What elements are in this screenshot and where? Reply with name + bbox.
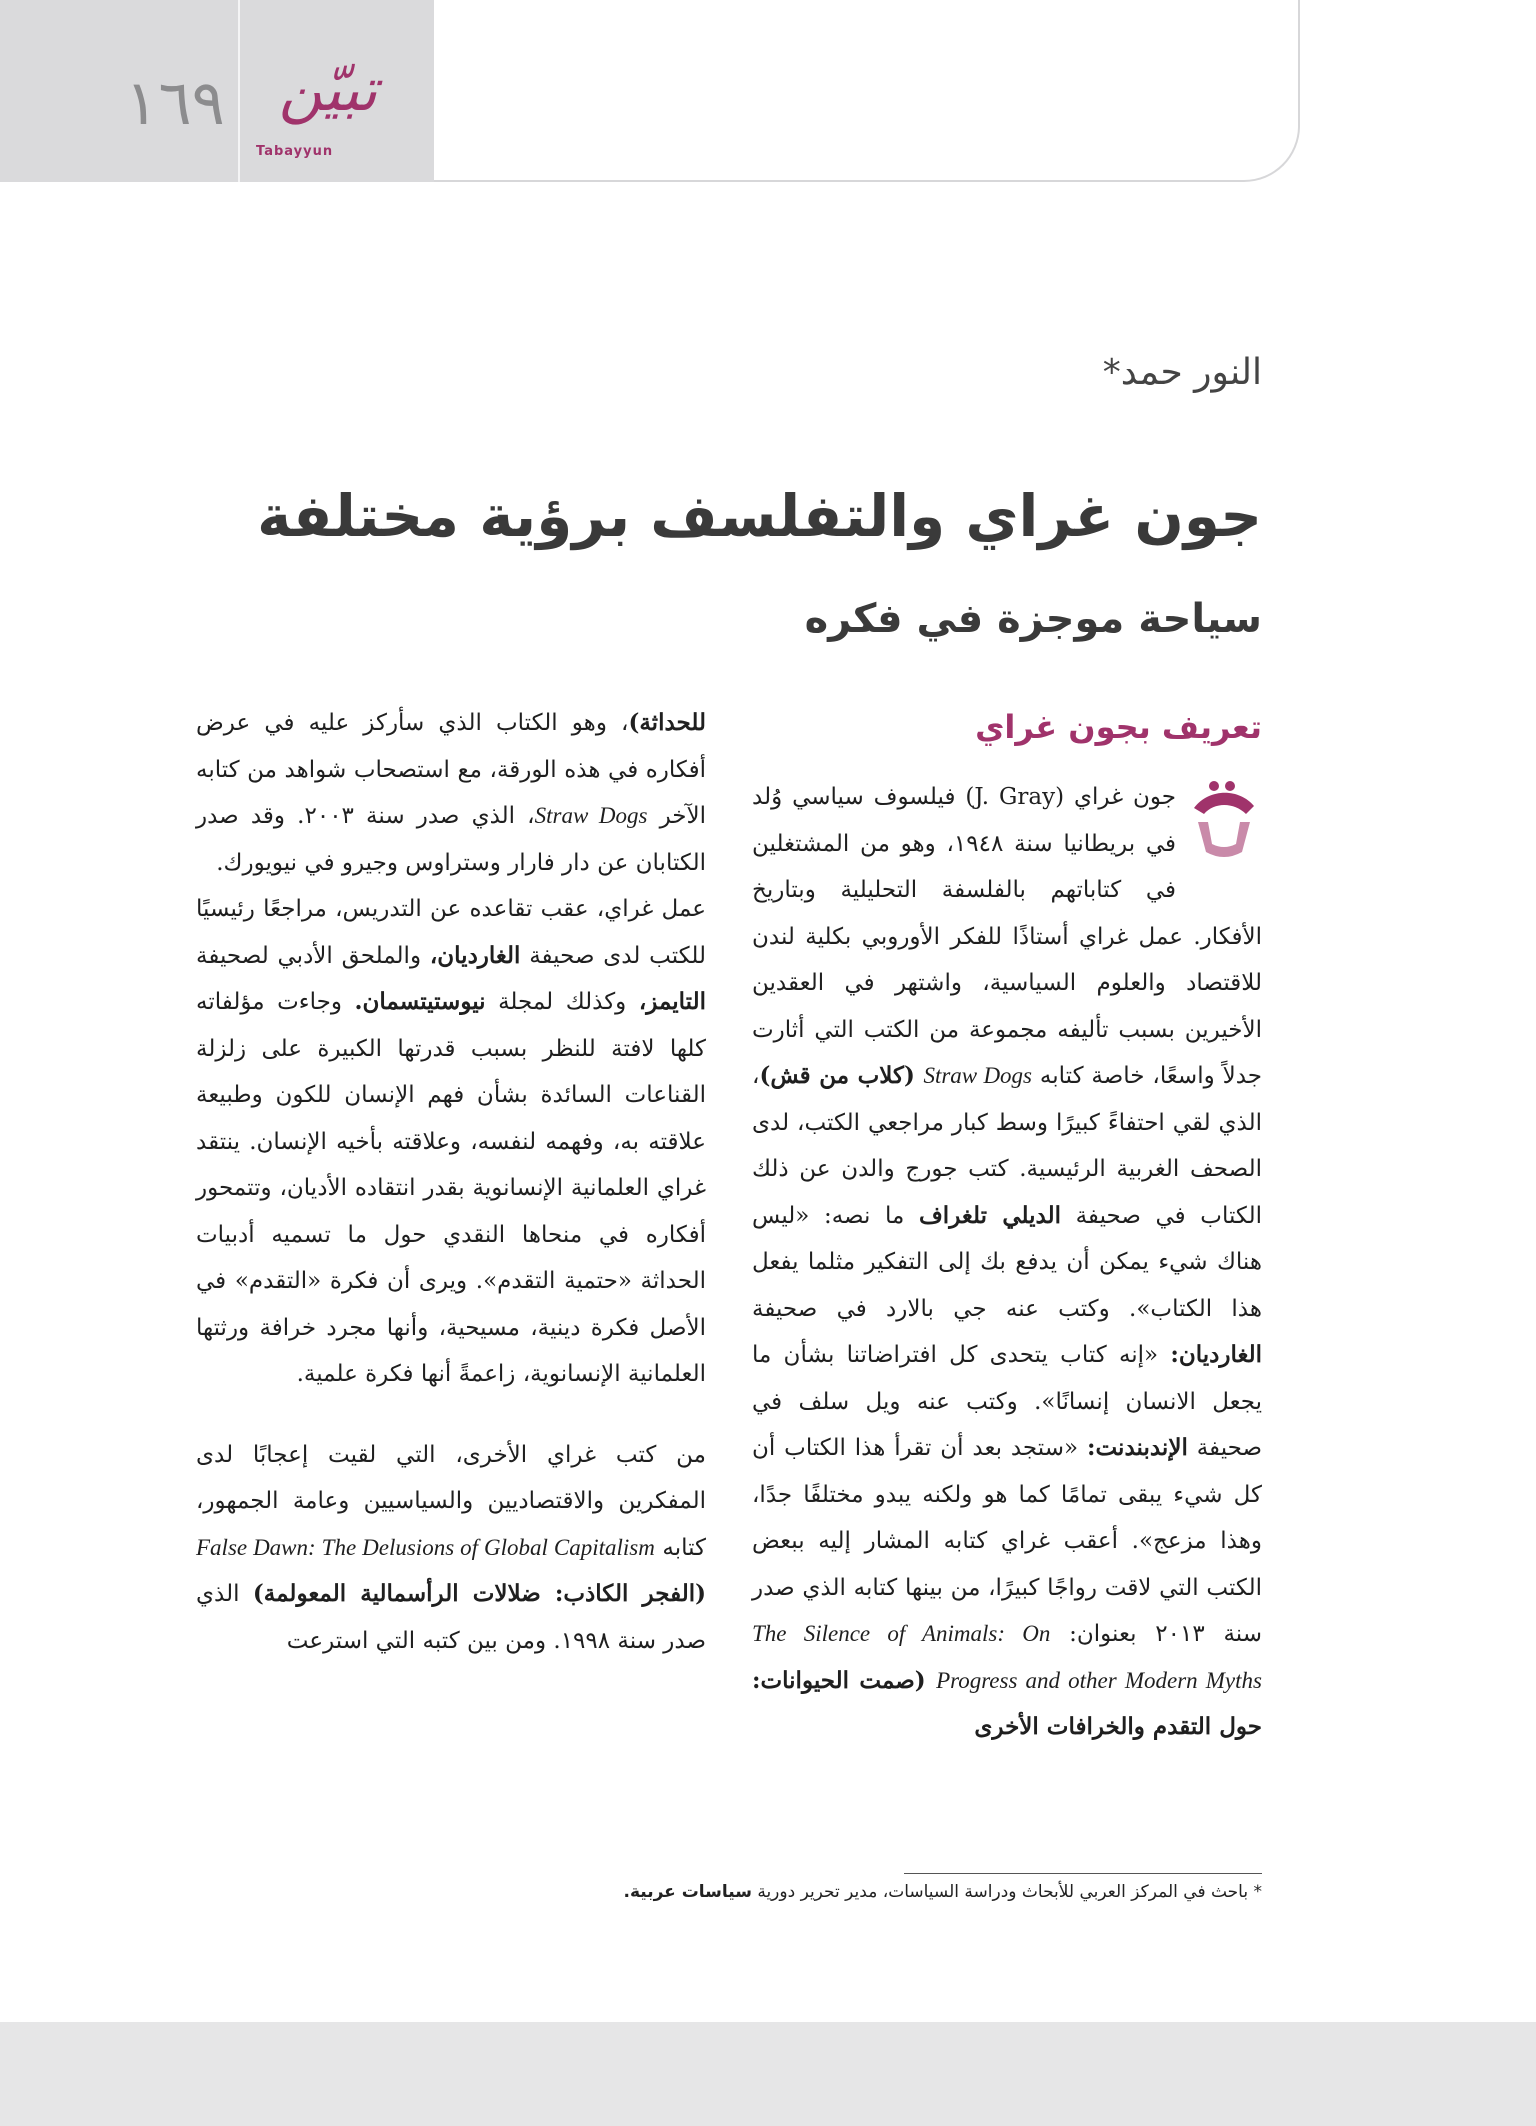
text-run: جون غراي (J. Gray) فيلسوف سياسي وُلد في بريطانيا سنة ١٩٤٨، وهو من المشتغلين في كتاباتهم بالفلسفة التحليلية وبتاريخ الأفكار. عمل غراي أستاذًا للفكر الأوروبي بكلية لندن للاقتصاد والعلوم السياسية، واشتهر في العقدين الأخيرين بسبب تأليفه مجموعة من الكتب التي أثارت جدلاً واسعًا، خاصة كتابه — [752, 784, 1262, 1089]
book-title-arabic: للحداثة) — [628, 709, 706, 736]
book-title-arabic: (صمت الحيوانات: حول التقدم والخرافات الأخرى — [752, 1666, 1262, 1740]
header-divider — [238, 0, 240, 182]
newspaper-name: الغارديان، — [429, 941, 521, 969]
text-run: وكذلك لمجلة — [485, 989, 639, 1015]
text-run: والملحق الأدبي لصحيفة — [196, 942, 430, 969]
author-name: النور حمد* — [1102, 352, 1262, 393]
text-run: ما نصه: «ليس هناك شيء يمكن أن يدفع بك إلى التفكير مثلما يفعل هذا الكتاب». وكتب عنه جي بالارد في صحيفة — [752, 1202, 1262, 1322]
text-run: ، الذي صدر سنة ٢٠٠٣. وقد صدر الكتابان عن دار فارار وستراوس وجيرو في نيويورك. — [196, 803, 706, 876]
text-run: ، الذي لقي احتفاءً كبيرًا وسط كبار مراجعي الكتب، لدى الصحف الغربية الرئيسية. كتب جورج والدن عن ذلك الكتاب في صحيفة — [752, 1063, 1262, 1229]
article-subtitle: سياحة موجزة في فكره — [804, 596, 1262, 642]
book-title-latin: Straw Dogs — [534, 803, 648, 828]
left-paragraph-3 — [196, 1432, 706, 1665]
footer-band — [0, 2022, 1536, 2126]
newspaper-name: الغارديان: — [1170, 1341, 1262, 1368]
left-paragraph-1 — [196, 700, 706, 886]
newspaper-name: الديلي تلغراف — [918, 1201, 1061, 1229]
footnote-divider — [904, 1873, 1262, 1874]
text-run: الذي صدر سنة ١٩٩٨. ومن بين كتبه التي استرعت — [196, 1581, 706, 1654]
text-run: «ستجد بعد أن تقرأ هذا الكتاب أن كل شيء يبقى تمامًا كما هو ولكنه يبدو مختلفًا جدًا، وهذا مزعج». أعقب غراي كتابه المشار إليه ببعض الكتب التي لاقت رواجًا كبيرًا، من بينها كتابه الذي صدر سنة ٢٠١٣ بعنوان: — [752, 1435, 1262, 1647]
dropcap-glyph-icon — [1184, 778, 1262, 870]
page-number: ١٦٩ — [125, 66, 225, 139]
text-run: وجاءت مؤلفاته كلها لافتة للنظر بسبب قدرتها الكبيرة على زلزلة القناعات السائدة بشأن فهم الإنسان للكون وطبيعة علاقته به، وفهمه لنفسه، وعلاقته بأخيه الإنسان. ينتقد غراي العلمانية الإنسانوية بقدر انتقاده الأديان، وتتمحور أفكاره في منحاها النقدي حول ما تسميه أدبيات الحداثة «حتمية التقدم». ويرى أن فكرة «التقدم» في الأصل فكرة دينية، مسيحية، وأنها مجرد خرافة ورثتها العلمانية الإنسانوية، زاعمةً أنها فكرة علمية. — [196, 989, 706, 1387]
footnote-text: * باحث في المركز العربي للأبحاث ودراسة السياسات، مدير تحرير دورية — [751, 1882, 1262, 1902]
text-run: من كتب غراي الأخرى، التي لقيت إعجابًا لدى المفكرين والاقتصاديين والسياسيين وعامة الجمهور، كتابه — [196, 1441, 706, 1561]
newspaper-name: التايمز، — [638, 988, 706, 1015]
right-paragraph — [752, 774, 1262, 1751]
left-column — [196, 700, 706, 1664]
footnote — [624, 1882, 1263, 1902]
journal-logo: تبيّن — [278, 55, 378, 125]
text-run: ، وهو الكتاب الذي سأركز عليه في عرض أفكاره في هذه الورقة، مع استصحاب شواهد من كتابه الآخر — [196, 710, 706, 829]
right-column — [752, 774, 1262, 1751]
book-title-arabic: (كلاب من قش) — [759, 1062, 924, 1089]
journal-name: سياسات عربية. — [623, 1882, 752, 1902]
magazine-name: نيوستيتسمان. — [354, 988, 486, 1015]
newspaper-name: الإندبندنت: — [1086, 1434, 1188, 1461]
left-paragraph-2 — [196, 886, 706, 1398]
book-title-latin: Straw Dogs — [923, 1063, 1033, 1088]
journal-logo-latin: Tabayyun — [256, 144, 334, 159]
book-title-latin: The Silence of Animals: On Progress and other Modern Myths — [752, 1621, 1262, 1693]
book-title-arabic: (الفجر الكاذب: ضلالات الرأسمالية المعولمة) — [252, 1580, 706, 1607]
section-heading: تعريف بجون غراي — [975, 708, 1262, 746]
book-title-latin: False Dawn: The Delusions of Global Capitalism — [196, 1534, 655, 1560]
text-run: عمل غراي، عقب تقاعده عن التدريس، مراجعًا رئيسيًا للكتب لدى صحيفة — [196, 896, 706, 969]
text-run: «إنه كتاب يتحدى كل افتراضاتنا بشأن ما يجعل الانسان إنسانًا». وكتب عنه ويل سلف في صحيفة — [752, 1342, 1263, 1461]
article-title: جون غراي والتفلسف برؤية مختلفة — [257, 482, 1262, 550]
dropcap-ornament — [1184, 778, 1262, 870]
